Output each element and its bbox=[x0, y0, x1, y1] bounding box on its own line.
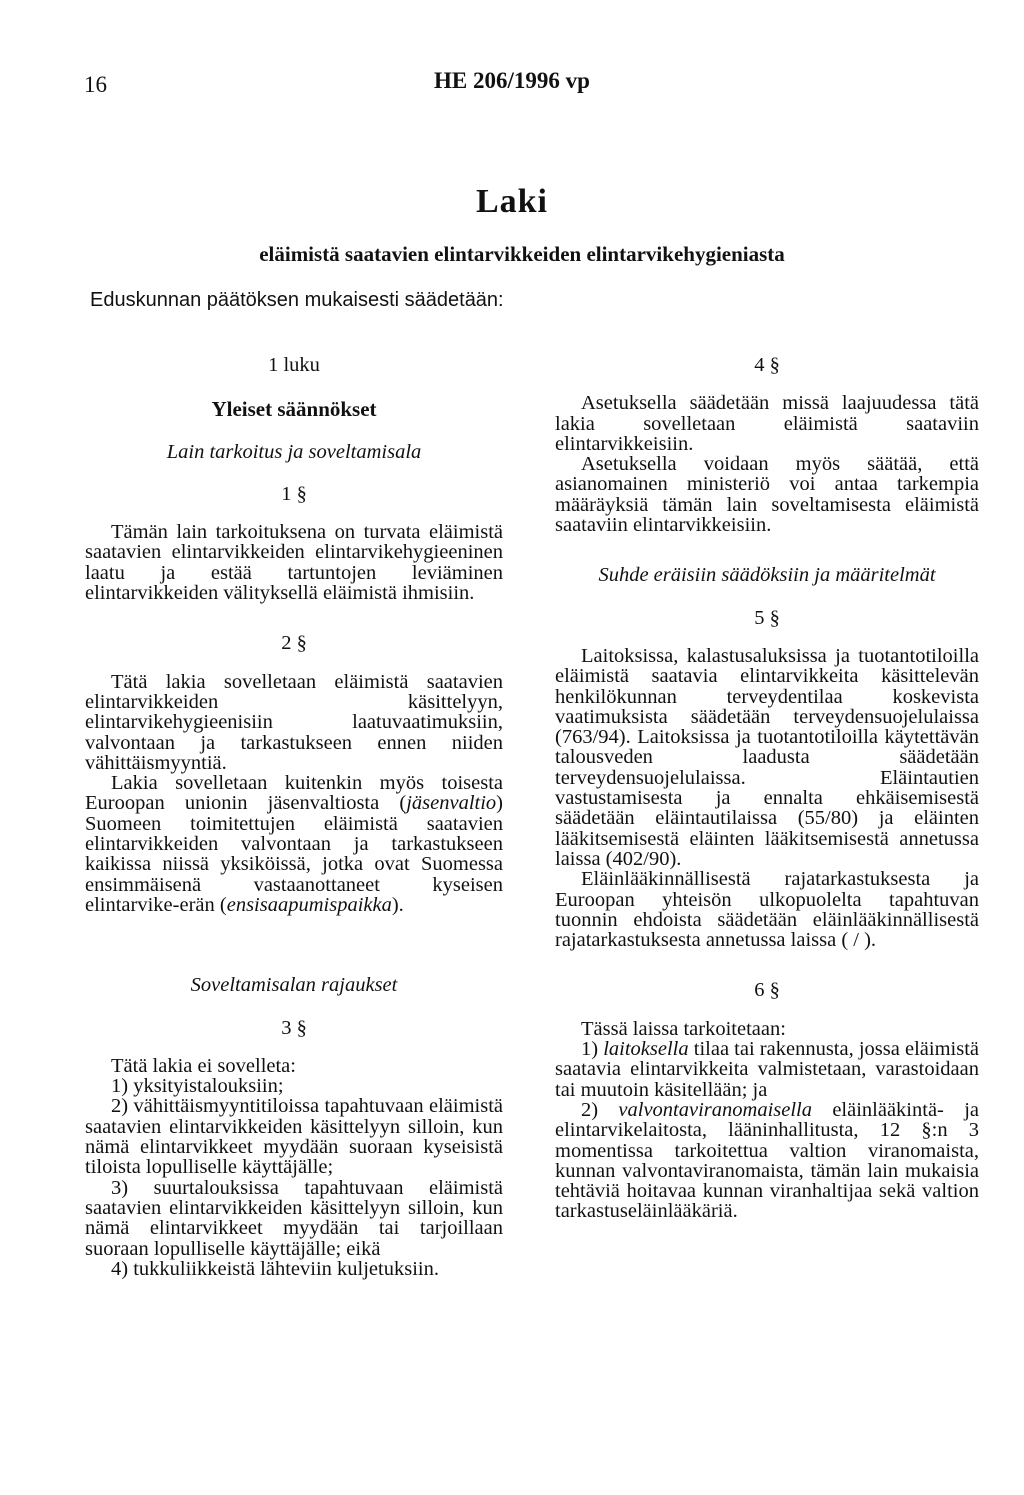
section-group-heading: Suhde eräisiin säädöksiin ja määritelmät bbox=[598, 564, 936, 587]
item-number: 1) bbox=[581, 1038, 604, 1061]
section-2-p2-part-b: ) Suomeen toimitettujen eläimistä saatavien elintarvikkeiden valvontaan ja tarkastukseen kaikissa niissä yksiköissä, jotka ovat Suomessa ensimmäisenä vastaanottaneet kyseisen elintarvike-erän ( bbox=[85, 792, 503, 916]
item-number: 2) bbox=[581, 1098, 619, 1121]
section-6-intro: Tässä laissa tarkoitetaan: bbox=[581, 1017, 786, 1040]
list-item: 3) suurtalouksissa tapahtuvaan eläimistä saatavien elintarvikkeiden käsittelyyn silloin, kun nämä elintarvikkeet myydään tai tarjoillaan suoraan lopulliselle käyttäjälle; eikä bbox=[85, 1176, 503, 1260]
section-2-paragraph-1: Tätä lakia sovelletaan eläimistä saatavien elintarvikkeiden käsittelyyn, elintarvikehygieenisiin laatuvaatimuksiin, valvontaan ja tarkastukseen ennen niiden vähittäismyyntiä. bbox=[85, 670, 503, 774]
list-item: 4) tukkuliikkeistä lähteviin kuljetuksiin. bbox=[111, 1257, 439, 1280]
chapter-title: Yleiset säännökset bbox=[211, 397, 377, 422]
section-1-text: Tämän lain tarkoituksena on turvata eläimistä saatavien elintarvikkeiden elintarvikehygieeninen laatu ja estää tartuntojen leviäminen elintarvikkeiden välityksellä eläimistä ihmisiin. bbox=[85, 521, 503, 605]
section-2-p2-part-c: ). bbox=[391, 893, 404, 916]
section-group-heading: Soveltamisalan rajaukset bbox=[190, 974, 398, 997]
running-head: HE 206/1996 vp bbox=[434, 68, 590, 93]
defined-term-laitoksella: laitoksella bbox=[603, 1038, 689, 1061]
section-group-heading: Lain tarkoitus ja soveltamisala bbox=[166, 440, 422, 463]
section-2-paragraph-2 bbox=[85, 773, 503, 915]
right-column bbox=[555, 355, 979, 1222]
section-4-paragraph-2: Asetuksella voidaan myös säätää, että asianomainen ministeriö voi antaa tarkempia määräyksiä tämän lain soveltamisesta eläimistä saataviin elintarvikkeisiin. bbox=[555, 453, 979, 537]
section-number-2: 2 § bbox=[281, 632, 307, 655]
section-2-p2-part-a: Lakia sovelletaan kuitenkin myös toisesta Euroopan unionin jäsenvaltiosta ( bbox=[85, 772, 503, 815]
enacting-clause: Eduskunnan päätöksen mukaisesti säädetään: bbox=[90, 289, 504, 311]
chapter-number: 1 luku bbox=[268, 354, 320, 376]
section-number-3: 3 § bbox=[281, 1016, 307, 1039]
section-3-intro: Tätä lakia ei sovelleta: bbox=[111, 1054, 296, 1077]
document-subtitle: eläimistä saatavien elintarvikkeiden elintarvikehygieniasta bbox=[259, 242, 785, 266]
section-5-paragraph-2: Eläinlääkinnällisestä rajatarkastuksesta ja Euroopan yhteisön ulkopuolelta tapahtuvan tuonnin ehdoista säädetään eläinlääkinnällisestä rajatarkastuksesta annetussa laissa ( / ). bbox=[555, 868, 979, 952]
defined-term-jasenvaltio: jäsenvaltio bbox=[406, 792, 497, 815]
section-number-5: 5 § bbox=[754, 606, 780, 629]
document-title: Laki bbox=[475, 183, 549, 220]
definition-item-1 bbox=[555, 1039, 979, 1100]
definition-text: eläinlääkintä- ja elintarvikelaitosta, lääninhallitusta, 12 §:n 3 momentissa tarkoitettua valtion viranomaista, kunnan valvontaviranomaista, tämän lain mukaisia tehtäviä hoitavaa kunnan viranhaltijaa sekä valtion tarkastuseläinlääkäriä. bbox=[555, 1098, 979, 1223]
section-number-6: 6 § bbox=[754, 979, 780, 1002]
definition-item-2 bbox=[555, 1100, 979, 1222]
list-item: 1) yksityistalouksiin; bbox=[111, 1075, 284, 1098]
definition-text: tilaa tai rakennusta, jossa eläimistä saatavia elintarvikkeita valmistetaan, varastoidaan tai muutoin käsitellään; ja bbox=[555, 1038, 980, 1101]
section-number-1: 1 § bbox=[281, 482, 307, 505]
defined-term-valvontaviranomaisella: valvontaviranomaisella bbox=[618, 1098, 812, 1121]
section-5-paragraph-1: Laitoksissa, kalastusaluksissa ja tuotantotiloilla eläimistä saatavia elintarvikkeita käsittelevän henkilökunnan terveydentilaa koskevista vaatimuksista säädetään terveydensuojelulaissa (763/94). Laitoksissa ja tuotantotiloilla käytettävän talousveden laadusta säädetään terveydensuojelulaissa. Eläintautien vastustamisesta ja ennalta ehkäisemisestä säädetään eläintautilaissa (55/80) ja eläinten lääkitsemisestä eläinten lääkitsemisestä annetussa laissa (402/90). bbox=[555, 644, 979, 870]
page-number: 16 bbox=[84, 72, 107, 97]
section-number-4: 4 § bbox=[754, 354, 780, 376]
left-column bbox=[85, 355, 503, 1279]
defined-term-ensisaapumispaikka: ensisaapumispaikka bbox=[226, 893, 392, 916]
section-4-paragraph-1: Asetuksella säädetään missä laajuudessa tätä lakia sovelletaan eläimistä saataviin elintarvikkeisiin. bbox=[555, 392, 979, 455]
list-item: 2) vähittäismyyntitiloissa tapahtuvaan eläimistä saatavien elintarvikkeiden käsittelyyn silloin, kun nämä elintarvikkeet myydään suoraan kyseisistä tiloista lopulliselle käyttäjälle; bbox=[85, 1095, 503, 1179]
